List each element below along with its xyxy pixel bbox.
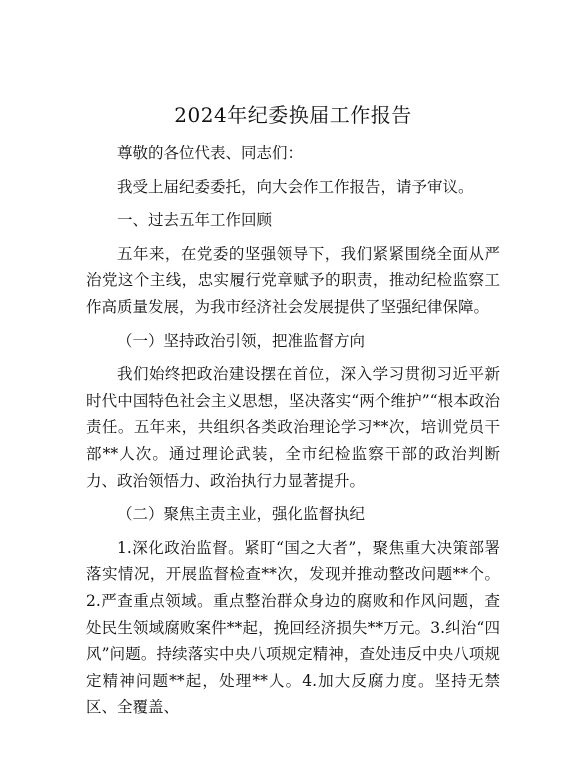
review-paragraph: 五年来，在党委的坚强领导下，我们紧紧围绕全面从严治党这个主线，忠实履行党章赋予的职责，推动纪检监察工作高质量发展，为我市经济社会发展提供了坚强纪律保障。 [86,244,500,316]
political-paragraph: 我们始终把政治建设摆在首位，深入学习贯彻习近平新时代中国特色社会主义思想，坚决落实“两个维护”“根本政治责任。五年来，共组织各类政治理论学习**次，培训党员干部**人次。通过理论武装，全市纪检监察干部的政治判断力、政治领悟力、政治执行力显著提升。 [86,365,500,490]
subsection-heading-1: （一）坚持政治引领，把准监督方向 [117,331,366,350]
document-body [86,140,500,728]
intro-paragraph: 我受上届纪委委托，向大会作工作报告，请予审议。 [117,177,474,196]
document-title: 2024年纪委换届工作报告 [174,103,412,127]
section-heading-1: 一、过去五年工作回顾 [117,211,273,230]
supervision-paragraph: 1.深化政治监督。紧盯“国之大者”，聚焦重大决策部署落实情况，开展监督检查**次，发现并推动整改问题**个。2.严查重点领域。重点整治群众身边的腐败和作风问题，查处民生领域腐败案件**起，挽回经济损失**万元。3.纠治“四风”问题。持续落实中央八项规定精神，查处违反中央八项规定精神问题**起，处理**人。4.加大反腐力度。坚持无禁区、全覆盖、 [86,538,500,717]
subsection-heading-2: （二）聚焦主责主业，强化监督执纪 [117,505,366,524]
salutation-paragraph: 尊敬的各位代表、同志们： [117,144,304,162]
